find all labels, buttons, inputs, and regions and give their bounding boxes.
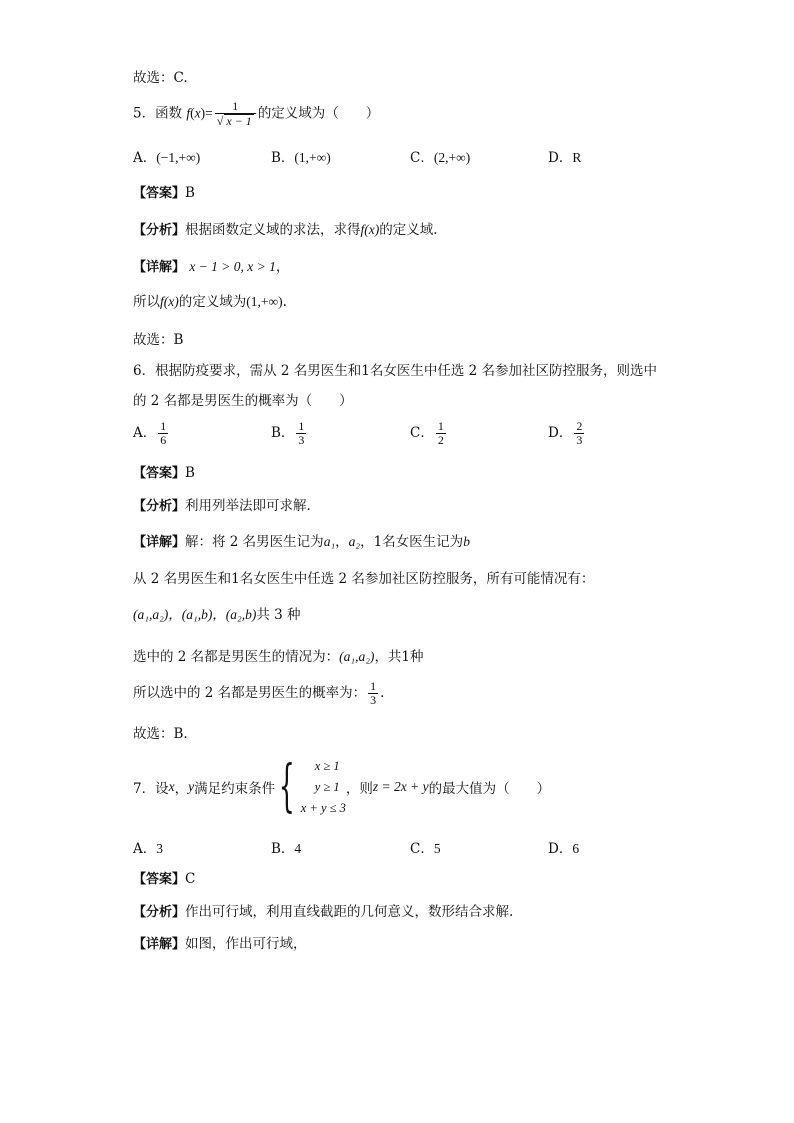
q6-line4	[133, 645, 424, 665]
q6-option-a-label: A．	[133, 425, 157, 441]
q5-detail-end: ，	[275, 259, 290, 275]
q6-probability-num: 1	[370, 679, 377, 693]
q5-so-interval: (1,+∞)	[246, 294, 283, 309]
q6-detail-tag: 【详解】	[133, 535, 186, 550]
q5-so-end: .	[282, 294, 287, 310]
q5-analysis-text-a: 根据函数定义域的求法，求得	[185, 222, 361, 238]
q6-a2: a₂	[348, 534, 361, 549]
q7-stem-text-b: 满足约束条件	[194, 781, 276, 797]
q5-option-b-value: (1,+∞)	[294, 150, 331, 165]
q6-analysis-text: 利用列举法即可求解.	[185, 498, 311, 514]
q6-stem-line1	[133, 359, 657, 379]
q7-stem-text-a: 设	[155, 781, 169, 797]
q5-answer	[133, 182, 195, 201]
q6-option-a	[133, 420, 170, 447]
q6-option-c-den: 2	[437, 433, 444, 447]
q6-option-a-den: 6	[160, 433, 167, 447]
q5-var: x	[194, 105, 201, 121]
q5-number: 5．	[133, 105, 156, 122]
q5-analysis-tag: 【分析】	[133, 223, 186, 238]
q6-option-b-fraction	[296, 420, 306, 447]
q6-probability-fraction	[368, 680, 378, 707]
q7-option-c-label: C．	[410, 841, 434, 857]
q6-line4-text-b: ，共1种	[374, 649, 424, 665]
q6-option-b-label: B．	[271, 425, 295, 441]
q6-conclusion: 故选：B.	[133, 726, 188, 742]
q5-option-a	[133, 146, 200, 166]
q5-so-math: f(x)	[160, 294, 179, 309]
q7-option-d	[548, 837, 579, 857]
q6-answer-value: B	[185, 465, 195, 481]
q6-detail-text-a: 解：将 2 名男医生记为	[185, 534, 324, 550]
q5-option-c	[410, 146, 470, 166]
q6-answer-tag: 【答案】	[133, 466, 186, 481]
q6-pairs: (a₁,a₂)，(a₁,b)，(a₂,b)	[133, 607, 257, 622]
q7-analysis	[133, 900, 513, 920]
q5-answer-value: B	[185, 185, 195, 201]
q7-stem-text-d: 的最大值为（ ）	[428, 781, 551, 797]
q6-probability-den: 3	[370, 693, 377, 707]
q5-option-d	[548, 146, 581, 166]
q5-option-b-label: B．	[271, 150, 295, 166]
q6-answer	[133, 462, 195, 481]
q7-analysis-tag: 【分析】	[133, 905, 186, 920]
q6-option-c	[410, 420, 448, 447]
q5-conclusion: 故选：B	[133, 332, 184, 348]
q7-option-d-value: 6	[572, 841, 580, 856]
q7-detail	[133, 932, 307, 952]
q5-fraction	[215, 100, 256, 128]
q7-objective: z = 2x + y	[372, 779, 429, 794]
q7-answer-value: C	[185, 871, 196, 887]
q7-answer-tag: 【答案】	[133, 872, 186, 887]
q5-option-a-label: A．	[133, 150, 157, 166]
q7-stem-text-c: ，则	[345, 781, 373, 797]
q7-detail-text: 如图，作出可行域，	[185, 936, 307, 952]
q6-detail-text-b: ，1名女医生记为	[360, 534, 464, 550]
q5-analysis-math: f(x)	[360, 222, 380, 237]
q7-stem	[133, 756, 550, 818]
q6-option-c-num: 1	[437, 419, 444, 433]
q7-analysis-text: 作出可行域，利用直线截距的几何意义，数形结合求解.	[185, 904, 514, 920]
q6-stem-text-1: 根据防疫要求，需从 2 名男医生和1名女医生中任选 2 名参加社区防控服务，则选中	[155, 363, 658, 379]
q6-option-b	[271, 420, 308, 447]
q6-number: 6．	[133, 363, 156, 379]
q6-option-d-label: D．	[548, 425, 573, 441]
q5-equals: =	[205, 105, 213, 121]
q6-option-c-label: C．	[410, 425, 434, 441]
q5-stem-suffix: 的定义域为（ ）	[257, 105, 380, 122]
q7-option-a	[133, 837, 163, 857]
q6-option-d-num: 2	[576, 419, 583, 433]
q6-option-d	[548, 420, 586, 447]
q6-option-a-fraction	[158, 420, 168, 447]
q5-so	[133, 290, 287, 310]
q6-option-b-den: 3	[298, 433, 305, 447]
q5-option-d-label: D．	[548, 150, 573, 166]
q5-detail-tag: 【详解】	[133, 260, 186, 275]
q5-rparen: )	[200, 105, 206, 121]
q6-line5-text: 所以选中的 2 名都是男医生的概率为：	[133, 685, 367, 701]
q5-option-c-value: (2,+∞)	[433, 150, 471, 165]
q6-analysis	[133, 494, 311, 514]
q6-option-b-num: 1	[298, 419, 305, 433]
q6-line4-text-a: 选中的 2 名都是男医生的情况为：	[133, 649, 340, 665]
q5-answer-tag: 【答案】	[133, 186, 186, 201]
q5-stem-prefix: 函数	[155, 105, 183, 122]
q6-sep: ，	[335, 534, 349, 550]
q6-analysis-tag: 【分析】	[133, 499, 186, 514]
q7-brace: {	[278, 754, 295, 819]
q5-analysis	[133, 218, 438, 238]
q5-detail-math: x − 1 > 0, x > 1	[189, 259, 276, 274]
q6-b: b	[463, 534, 470, 549]
q5-frac-denominator: √ x − 1	[215, 113, 256, 128]
q5-so-text-a: 所以	[133, 294, 160, 310]
q7-sep: ，	[174, 781, 189, 797]
q5-lparen: (	[190, 105, 195, 121]
q7-option-b	[271, 837, 301, 857]
q5-so-text-b: 的定义域为	[178, 294, 247, 310]
q5-analysis-text-b: 的定义域.	[379, 222, 438, 238]
q7-var-x: x	[168, 779, 175, 794]
q6-option-a-num: 1	[160, 419, 167, 433]
q5-option-a-value: (−1,+∞)	[156, 150, 201, 165]
q6-line4-math: (a₁,a₂)	[339, 649, 375, 664]
q5-option-d-value: R	[572, 150, 582, 165]
q6-stem-line2: 的 2 名都是男医生的概率为（ ）	[133, 393, 353, 409]
q5-option-c-label: C．	[410, 150, 434, 166]
q5-detail	[133, 255, 289, 275]
q6-line5	[133, 678, 384, 708]
q7-constraint-2: y ≥ 1	[314, 779, 340, 794]
q6-a1: a₁	[323, 534, 336, 549]
q7-option-b-value: 4	[294, 841, 302, 856]
q6-option-c-fraction	[436, 420, 446, 447]
q7-option-a-value: 3	[156, 841, 163, 856]
q6-detail	[133, 530, 470, 550]
q5-sqrt-content: x − 1	[226, 114, 252, 128]
q6-line2: 从 2 名男医生和1名女医生中任选 2 名参加社区防控服务，所有可能情况有：	[133, 571, 595, 587]
q7-option-c-value: 5	[433, 841, 441, 856]
q7-number: 7．	[133, 781, 156, 797]
q7-option-b-label: B．	[271, 841, 295, 857]
q5-func-name: f	[186, 105, 191, 121]
q7-constraint-system	[301, 756, 346, 819]
q7-constraint-1: x ≥ 1	[314, 758, 340, 773]
q5-stem	[133, 100, 379, 128]
q6-pairs-end: 共 3 种	[256, 607, 301, 623]
q7-option-c	[410, 837, 441, 857]
q7-option-a-label: A．	[133, 841, 157, 857]
q7-detail-tag: 【详解】	[133, 937, 186, 952]
q6-pairs-line	[133, 603, 301, 623]
q4-conclusion: 故选：C.	[133, 70, 188, 86]
q7-option-d-label: D．	[548, 841, 573, 857]
q6-option-d-fraction	[574, 420, 584, 447]
q5-option-b	[271, 146, 331, 166]
q7-var-y: y	[188, 779, 195, 794]
q6-line5-end: .	[380, 685, 385, 701]
q7-answer	[133, 868, 195, 887]
q6-option-d-den: 3	[576, 433, 583, 447]
q7-constraint-3: x + y ≤ 3	[300, 800, 346, 815]
q5-frac-numerator: 1	[232, 99, 239, 113]
